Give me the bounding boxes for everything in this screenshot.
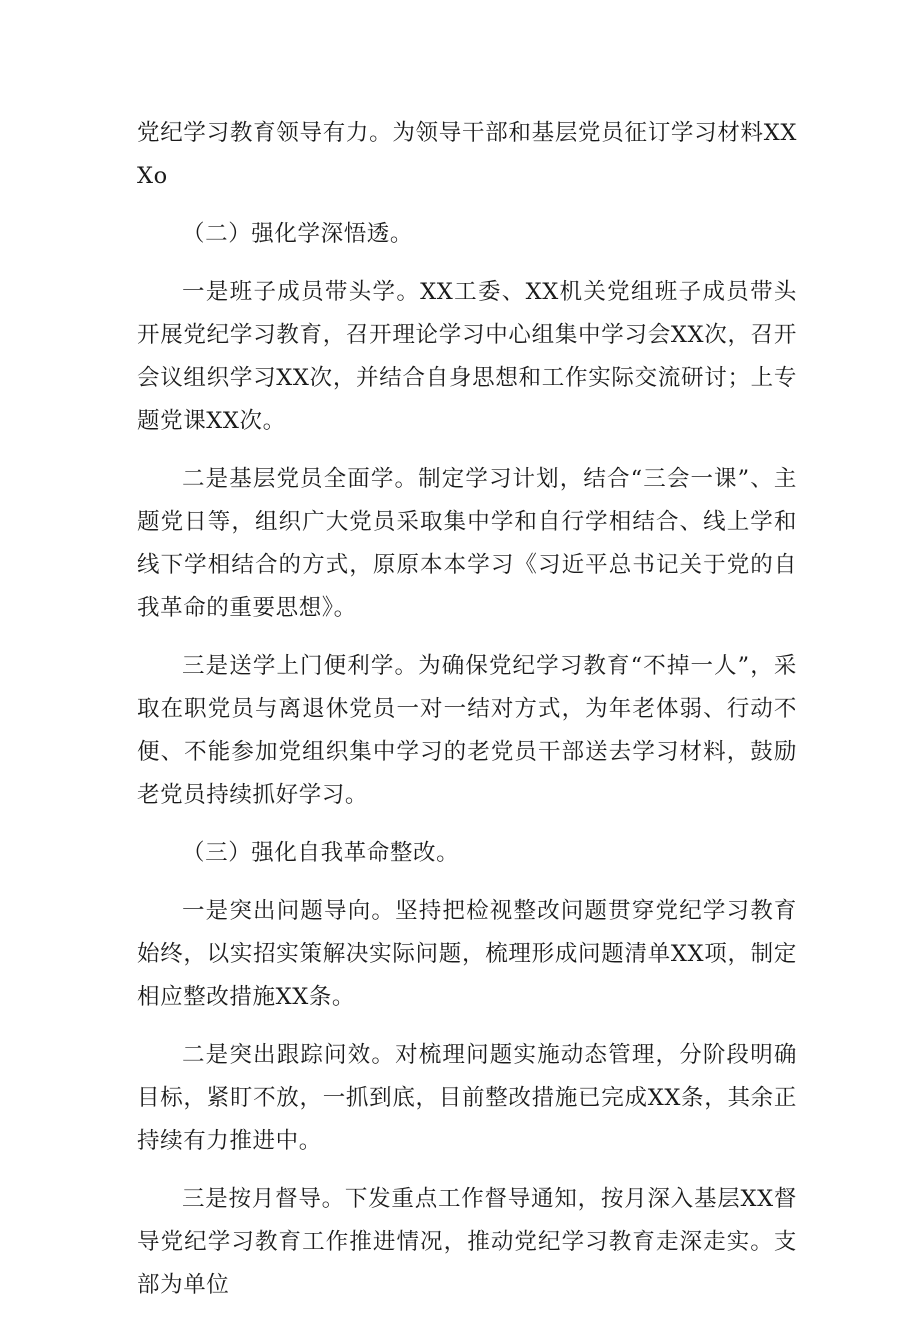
- section-heading-3: （三）强化自我革命整改。: [182, 840, 460, 866]
- paragraph: 一是突出问题导向。坚持把检视整改问题贯穿党纪学习教育始终，以实招实策解决实际问题，梳理形成问题清单XX项，制定相应整改措施XX条。: [137, 898, 797, 1010]
- document-body: [137, 112, 797, 1322]
- paragraph: 二是基层党员全面学。制定学习计划，结合“三会一课”、主题党日等，组织广大党员采取集中学和自行学相结合、线上学和线下学相结合的方式，原原本本学习《习近平总书记关于党的自我革命的重要思想》。: [137, 466, 797, 621]
- paragraph-continued: 党纪学习教育领导有力。为领导干部和基层党员征订学习材料XXXo: [137, 120, 797, 189]
- paragraph: 二是突出跟踪问效。对梳理问题实施动态管理，分阶段明确目标，紧盯不放，一抓到底，目前整改措施已完成XX条，其余正持续有力推进中。: [137, 1042, 797, 1154]
- section-heading-2: （二）强化学深悟透。: [182, 221, 414, 247]
- paragraph: 三是按月督导。下发重点工作督导通知，按月深入基层XX督导党纪学习教育工作推进情况，推动党纪学习教育走深走实。支部为单位: [137, 1186, 797, 1298]
- paragraph: 一是班子成员带头学。XX工委、XX机关党组班子成员带头开展党纪学习教育，召开理论学习中心组集中学习会XX次，召开会议组织学习XX次，并结合自身思想和工作实际交流研讨；上专题党课XX次。: [137, 279, 797, 434]
- paragraph: 三是送学上门便利学。为确保党纪学习教育“不掉一人”，采取在职党员与离退休党员一对一结对方式，为年老体弱、行动不便、不能参加党组织集中学习的老党员干部送去学习材料，鼓励老党员持续抓好学习。: [137, 653, 797, 808]
